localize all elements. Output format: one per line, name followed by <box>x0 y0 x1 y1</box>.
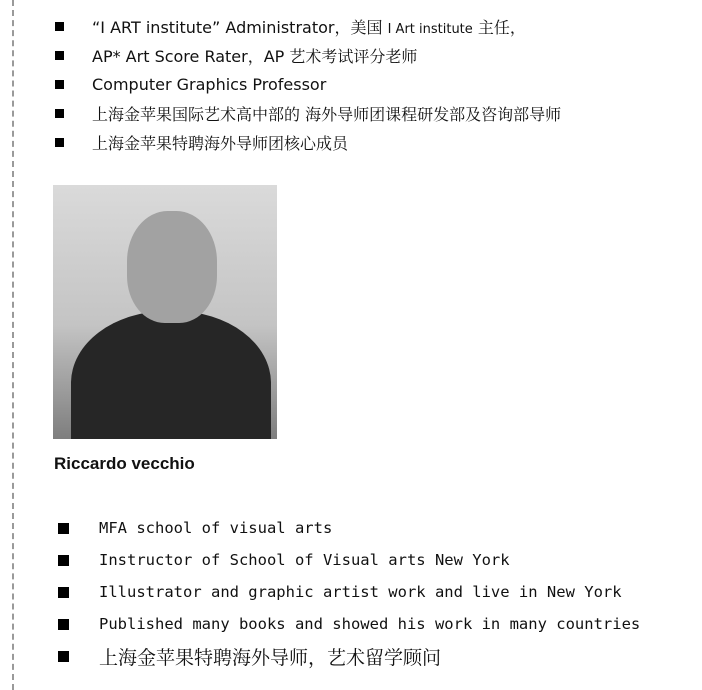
bio-text: Published many books and showed his work in many countries <box>99 615 641 633</box>
role-text: AP* Art Score Rater，AP 艺术考试评分老师 <box>92 47 418 66</box>
bio-text: 上海金苹果特聘海外导师，艺术留学顾问 <box>99 646 442 669</box>
bullet-icon <box>58 523 69 534</box>
role-text-small: I Art institute <box>387 22 473 37</box>
list-item <box>0 512 702 544</box>
role-text: 上海金苹果特聘海外导师团核心成员 <box>92 134 349 153</box>
role-text-cn: 主任， <box>477 18 526 37</box>
list-item <box>0 576 702 608</box>
person-name: Riccardo vecchio <box>54 454 195 473</box>
bullet-icon <box>55 22 64 31</box>
list-item <box>0 12 702 41</box>
bio-text: Illustrator and graphic artist work and live in New York <box>99 583 622 601</box>
bullet-icon <box>55 109 64 118</box>
role-text: 上海金苹果国际艺术高中部的 海外导师团课程研发部及咨询部导师 <box>92 105 562 124</box>
list-item <box>0 41 702 70</box>
list-item <box>0 640 702 672</box>
bullet-icon <box>58 619 69 630</box>
bullet-icon <box>55 80 64 89</box>
list-item <box>0 608 702 640</box>
photo-silhouette-body <box>71 311 271 439</box>
list-item <box>0 544 702 576</box>
bullet-icon <box>58 651 69 662</box>
role-text: Computer Graphics Professor <box>92 75 327 94</box>
bullet-icon <box>58 587 69 598</box>
profile-photo-placeholder <box>53 185 277 439</box>
bullet-icon <box>55 138 64 147</box>
bio-list <box>0 512 702 672</box>
list-item <box>0 128 702 157</box>
role-text: “I ART institute” Administrator，美国 <box>92 18 383 37</box>
bullet-icon <box>55 51 64 60</box>
roles-list <box>0 12 702 157</box>
bullet-icon <box>58 555 69 566</box>
bio-text: MFA school of visual arts <box>99 519 333 537</box>
list-item <box>0 70 702 99</box>
bio-text: Instructor of School of Visual arts New York <box>99 551 510 569</box>
photo-silhouette-head <box>127 211 217 323</box>
list-item <box>0 99 702 128</box>
